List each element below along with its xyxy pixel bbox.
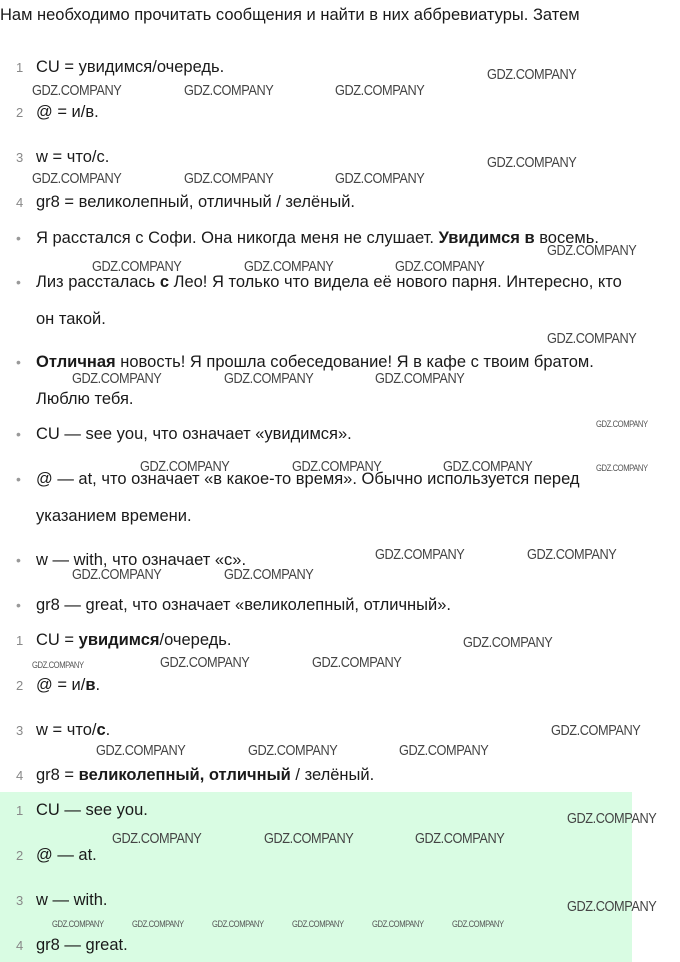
bullet-item xyxy=(16,596,451,615)
bullet-dot: • xyxy=(16,552,21,568)
watermark: GDZ.COMPANY xyxy=(375,546,465,563)
item-text: gr8 = xyxy=(36,766,79,784)
item-text: CU — see you. xyxy=(36,801,148,819)
watermark: GDZ.COMPANY xyxy=(415,830,505,847)
item-number: 2 xyxy=(16,105,24,120)
item-number: 2 xyxy=(16,848,24,863)
watermark: GDZ.COMPANY xyxy=(96,742,186,759)
item-text: /очередь. xyxy=(159,631,232,649)
item-bold: с xyxy=(96,721,106,739)
item-text: @ = и/ xyxy=(36,676,86,694)
list-item xyxy=(16,801,148,820)
item-text: gr8 = великолепный, отличный / зелёный. xyxy=(36,193,355,211)
bullet-bold: с xyxy=(159,273,170,291)
watermark: GDZ.COMPANY xyxy=(487,66,577,83)
watermark: GDZ.COMPANY xyxy=(92,258,182,275)
list-item xyxy=(16,721,110,740)
bullet-item xyxy=(16,425,352,444)
bullet-continuation: он такой. xyxy=(36,310,106,328)
watermark: GDZ.COMPANY xyxy=(527,546,617,563)
item-number: 1 xyxy=(16,633,24,648)
bullet-item xyxy=(16,273,622,292)
bullet-text: gr8 — great, что означает «великолепный, отличный». xyxy=(36,596,451,614)
watermark: GDZ.COMPANY xyxy=(312,654,402,671)
list-item xyxy=(16,936,128,955)
watermark: GDZ.COMPANY xyxy=(335,170,425,187)
watermark: GDZ.COMPANY xyxy=(463,634,553,651)
bullet-dot: • xyxy=(16,354,21,370)
item-text: gr8 — great. xyxy=(36,936,128,954)
watermark: GDZ.COMPANY xyxy=(72,566,162,583)
bullet-continuation: Люблю тебя. xyxy=(36,390,134,408)
watermark: GDZ.COMPANY xyxy=(184,170,274,187)
bullet-continuation: указанием времени. xyxy=(36,507,192,525)
bullet-text: новость! Я прошла собеседование! Я в кафе с твоим братом. xyxy=(115,353,594,371)
bullet-bold: Отличная xyxy=(36,353,116,371)
watermark: GDZ.COMPANY xyxy=(212,919,264,929)
item-text: / зелёный. xyxy=(290,766,375,784)
bullet-dot: • xyxy=(16,230,21,246)
bullet-dot: • xyxy=(16,471,21,487)
item-number: 2 xyxy=(16,678,24,693)
bullet-item xyxy=(16,229,599,248)
list-item xyxy=(16,148,109,167)
list-item xyxy=(16,103,99,122)
item-number: 1 xyxy=(16,60,24,75)
item-text: @ — at. xyxy=(36,846,97,864)
bullet-text: восемь. xyxy=(534,229,599,247)
bullet-text: Лиз рассталась xyxy=(36,273,160,291)
watermark: GDZ.COMPANY xyxy=(335,82,425,99)
item-text: CU = xyxy=(36,631,79,649)
item-number: 4 xyxy=(16,195,24,210)
watermark: GDZ.COMPANY xyxy=(547,242,637,259)
item-text: w = что/ xyxy=(36,721,97,739)
watermark: GDZ.COMPANY xyxy=(32,660,84,670)
watermark: GDZ.COMPANY xyxy=(140,458,230,475)
watermark: GDZ.COMPANY xyxy=(567,898,657,915)
bullet-text: w — with, что означает «с». xyxy=(36,551,247,569)
watermark: GDZ.COMPANY xyxy=(248,742,338,759)
list-item xyxy=(16,766,374,785)
watermark: GDZ.COMPANY xyxy=(72,370,162,387)
item-number: 1 xyxy=(16,803,24,818)
item-text: . xyxy=(95,676,101,694)
list-item xyxy=(16,846,97,865)
watermark: GDZ.COMPANY xyxy=(32,82,122,99)
watermark: GDZ.COMPANY xyxy=(264,830,354,847)
list-item xyxy=(16,676,100,695)
item-text: CU = увидимся/очередь. xyxy=(36,58,225,76)
item-number: 4 xyxy=(16,938,24,953)
watermark: GDZ.COMPANY xyxy=(395,258,485,275)
bullet-text: @ — at, что означает «в какое-то время». Обычно используется перед xyxy=(36,470,580,488)
watermark: GDZ.COMPANY xyxy=(52,919,104,929)
bullet-dot: • xyxy=(16,426,21,442)
watermark: GDZ.COMPANY xyxy=(452,919,504,929)
watermark: GDZ.COMPANY xyxy=(375,370,465,387)
watermark: GDZ.COMPANY xyxy=(399,742,489,759)
item-number: 3 xyxy=(16,723,24,738)
watermark: GDZ.COMPANY xyxy=(547,330,637,347)
watermark: GDZ.COMPANY xyxy=(443,458,533,475)
item-number: 3 xyxy=(16,893,24,908)
watermark: GDZ.COMPANY xyxy=(224,370,314,387)
list-item xyxy=(16,891,108,910)
watermark: GDZ.COMPANY xyxy=(596,463,648,473)
item-number: 3 xyxy=(16,150,24,165)
list-item xyxy=(16,58,224,77)
watermark: GDZ.COMPANY xyxy=(487,154,577,171)
list-item xyxy=(16,631,232,650)
watermark: GDZ.COMPANY xyxy=(596,419,648,429)
bullet-text: CU — see you, что означает «увидимся». xyxy=(36,425,352,443)
item-text: w — with. xyxy=(36,891,108,909)
watermark: GDZ.COMPANY xyxy=(567,810,657,827)
watermark: GDZ.COMPANY xyxy=(292,458,382,475)
bullet-text: Лео! Я только что видела её нового парня. Интересно, кто xyxy=(169,273,622,291)
intro-text: Нам необходимо прочитать сообщения и найти в них аббревиатуры. Затем xyxy=(0,6,580,24)
item-bold: великолепный, отличный xyxy=(78,766,291,784)
watermark: GDZ.COMPANY xyxy=(372,919,424,929)
watermark: GDZ.COMPANY xyxy=(132,919,184,929)
bullet-text: Я расстался с Софи. Она никогда меня не слушает. xyxy=(36,229,439,247)
watermark: GDZ.COMPANY xyxy=(160,654,250,671)
item-text: @ = и/в. xyxy=(36,103,99,121)
watermark: GDZ.COMPANY xyxy=(224,566,314,583)
list-item xyxy=(16,193,355,212)
item-number: 4 xyxy=(16,768,24,783)
watermark: GDZ.COMPANY xyxy=(32,170,122,187)
item-text: . xyxy=(105,721,111,739)
bullet-dot: • xyxy=(16,597,21,613)
watermark: GDZ.COMPANY xyxy=(244,258,334,275)
bullet-bold: Увидимся в xyxy=(438,229,535,247)
item-bold: увидимся xyxy=(78,631,160,649)
watermark: GDZ.COMPANY xyxy=(184,82,274,99)
watermark: GDZ.COMPANY xyxy=(292,919,344,929)
bullet-dot: • xyxy=(16,274,21,290)
item-text: w = что/с. xyxy=(36,148,110,166)
watermark: GDZ.COMPANY xyxy=(112,830,202,847)
item-bold: в xyxy=(85,676,96,694)
watermark: GDZ.COMPANY xyxy=(551,722,641,739)
